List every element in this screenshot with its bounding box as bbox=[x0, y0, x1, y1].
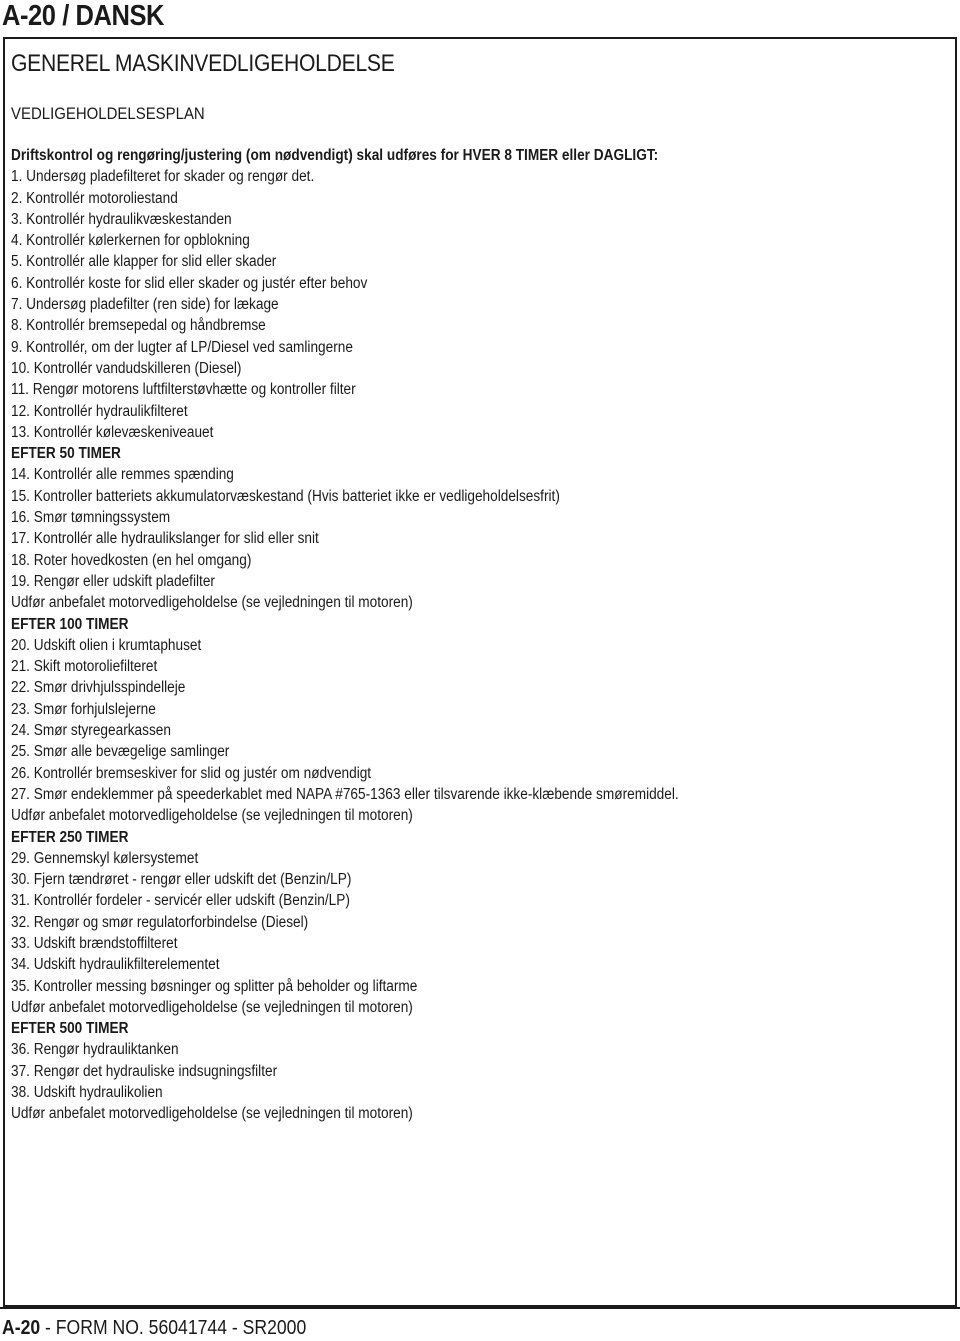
schedule-item: 33. Udskift brændstoffilteret bbox=[11, 934, 178, 952]
schedule-item: Udfør anbefalet motorvedligeholdelse (se vejledningen til motoren) bbox=[11, 1105, 413, 1123]
schedule-heading: EFTER 500 TIMER bbox=[11, 1020, 129, 1038]
schedule-item: 21. Skift motoroliefilteret bbox=[11, 658, 158, 676]
schedule-item: 36. Rengør hydrauliktanken bbox=[11, 1041, 179, 1059]
schedule-item: 10. Kontrollér vandudskilleren (Diesel) bbox=[11, 359, 242, 377]
schedule-item: 3. Kontrollér hydraulikvæskestanden bbox=[11, 210, 232, 228]
schedule-item: 2. Kontrollér motoroliestand bbox=[11, 189, 178, 207]
schedule-item: 20. Udskift olien i krumtaphuset bbox=[11, 636, 202, 654]
schedule-item: 5. Kontrollér alle klapper for slid eller skader bbox=[11, 253, 277, 271]
schedule-item: 18. Roter hovedkosten (en hel omgang) bbox=[11, 551, 252, 569]
schedule-heading: EFTER 50 TIMER bbox=[11, 445, 121, 463]
schedule-item: 12. Kontrollér hydraulikfilteret bbox=[11, 402, 188, 420]
footer-page-number: A-20 bbox=[2, 1317, 41, 1339]
schedule-item: 16. Smør tømningssystem bbox=[11, 509, 171, 527]
schedule-item: 14. Kontrollér alle remmes spænding bbox=[11, 466, 234, 484]
schedule-item: 26. Kontrollér bremseskiver for slid og justér om nødvendigt bbox=[11, 764, 372, 782]
schedule-item: 15. Kontroller batteriets akkumulatorvæskestand (Hvis batteriet ikke er vedligeholdelsesfrit) bbox=[11, 487, 560, 505]
schedule-item: 38. Udskift hydraulikolien bbox=[11, 1084, 163, 1102]
schedule-heading: EFTER 100 TIMER bbox=[11, 615, 129, 633]
schedule-item: Udfør anbefalet motorvedligeholdelse (se vejledningen til motoren) bbox=[11, 807, 413, 825]
schedule-item: 9. Kontrollér, om der lugter af LP/Diesel ved samlingerne bbox=[11, 338, 353, 356]
schedule-item: 22. Smør drivhjulsspindelleje bbox=[11, 679, 186, 697]
schedule-item: 25. Smør alle bevægelige samlinger bbox=[11, 743, 230, 761]
subsection-title: VEDLIGEHOLDELSESPLAN bbox=[11, 104, 205, 123]
schedule-item: 8. Kontrollér bremsepedal og håndbremse bbox=[11, 317, 266, 335]
schedule-item: 1. Undersøg pladefilteret for skader og rengør det. bbox=[11, 168, 315, 186]
footer-rule bbox=[0, 1307, 960, 1309]
schedule-heading: Driftskontrol og rengøring/justering (om nødvendigt) skal udføres for HVER 8 TIMER eller DAGLIGT: bbox=[11, 147, 659, 164]
page-footer bbox=[2, 1317, 306, 1340]
page-header: A-20 / DANSK bbox=[2, 0, 165, 32]
footer-form-number: - FORM NO. 56041744 - SR2000 bbox=[40, 1317, 307, 1339]
section-title: GENEREL MASKINVEDLIGEHOLDELSE bbox=[11, 50, 395, 77]
schedule-item: 4. Kontrollér kølerkernen for opblokning bbox=[11, 232, 250, 250]
schedule-item: 6. Kontrollér koste for slid eller skader og justér efter behov bbox=[11, 274, 368, 292]
schedule-item: 17. Kontrollér alle hydraulikslanger for slid eller snit bbox=[11, 530, 319, 548]
schedule-item: 31. Kontrollér fordeler - servicér eller udskift (Benzin/LP) bbox=[11, 892, 350, 910]
schedule-item: 24. Smør styregearkassen bbox=[11, 722, 171, 740]
maintenance-schedule-list bbox=[11, 145, 770, 1125]
schedule-item: 32. Rengør og smør regulatorforbindelse (Diesel) bbox=[11, 913, 309, 931]
schedule-item: 7. Undersøg pladefilter (ren side) for lækage bbox=[11, 296, 279, 314]
schedule-item: Udfør anbefalet motorvedligeholdelse (se vejledningen til motoren) bbox=[11, 998, 413, 1016]
schedule-item: Udfør anbefalet motorvedligeholdelse (se vejledningen til motoren) bbox=[11, 594, 413, 612]
schedule-item: 19. Rengør eller udskift pladefilter bbox=[11, 572, 215, 590]
schedule-heading: EFTER 250 TIMER bbox=[11, 828, 129, 846]
schedule-item: 35. Kontroller messing bøsninger og splitter på beholder og liftarme bbox=[11, 977, 418, 995]
schedule-item: 30. Fjern tændrøret - rengør eller udskift det (Benzin/LP) bbox=[11, 871, 352, 889]
schedule-item: 34. Udskift hydraulikfilterelementet bbox=[11, 956, 220, 974]
schedule-item: 11. Rengør motorens luftfilterstøvhætte og kontroller filter bbox=[11, 381, 356, 399]
schedule-item: 37. Rengør det hydrauliske indsugningsfilter bbox=[11, 1062, 278, 1080]
schedule-item: 23. Smør forhjulslejerne bbox=[11, 700, 156, 718]
schedule-item: 27. Smør endeklemmer på speederkablet med NAPA #765-1363 eller tilsvarende ikke-klæbende smøremiddel. bbox=[11, 785, 679, 803]
schedule-item: 13. Kontrollér kølevæskeniveauet bbox=[11, 423, 214, 441]
schedule-item: 29. Gennemskyl kølersystemet bbox=[11, 849, 199, 867]
